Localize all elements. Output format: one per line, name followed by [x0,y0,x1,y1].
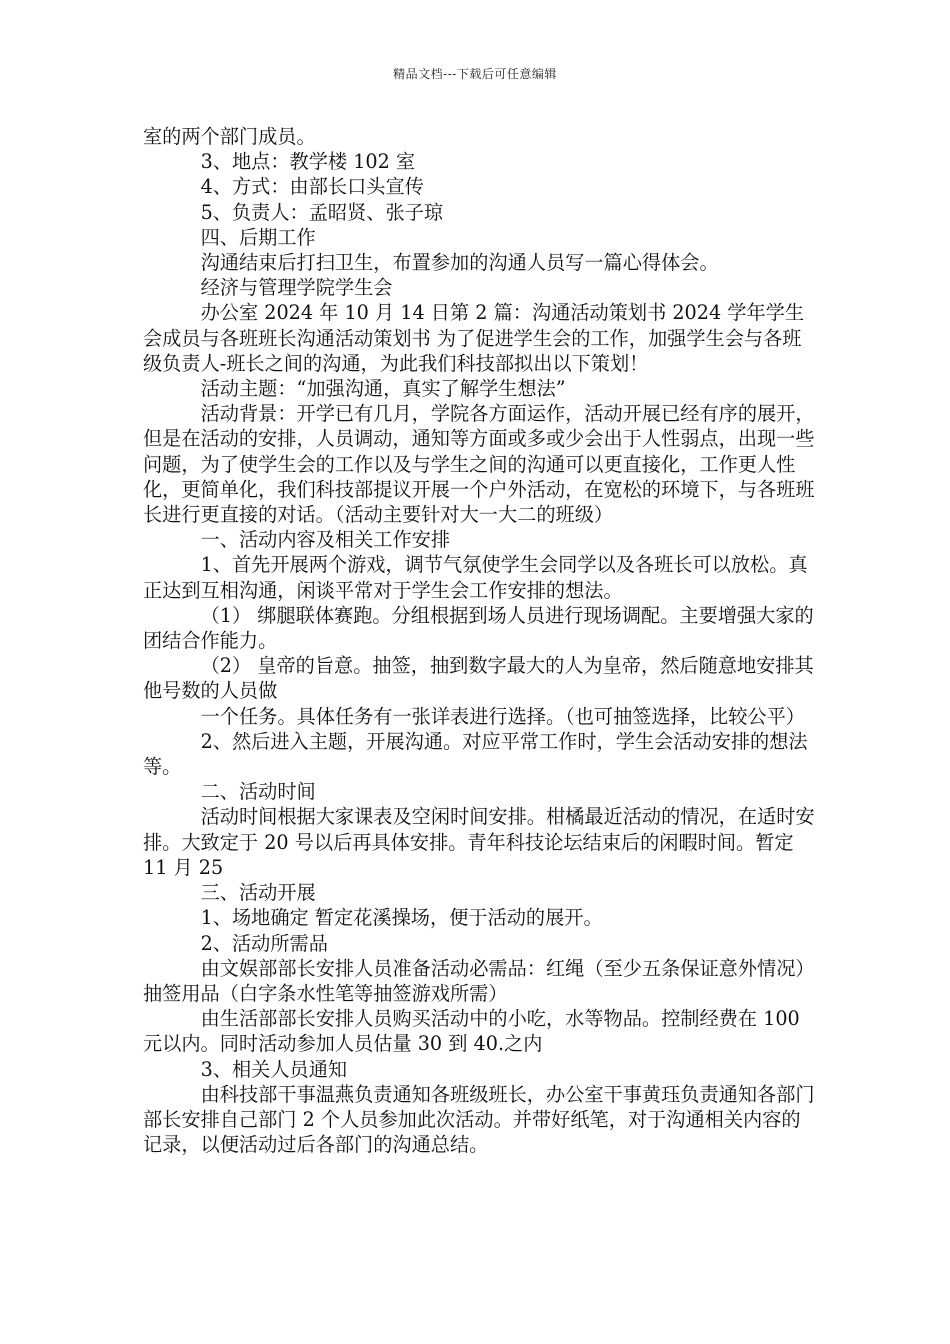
section-heading: 一、活动内容及相关工作安排 [200,528,451,552]
paragraph: 5、负责人：孟昭贤、张子琼 [200,200,444,224]
paragraph: 4、方式：由部长口头宣传 [200,175,424,199]
paragraph: 室的两个部门成员。 [143,125,316,148]
paragraph: 2、然后进入主题，开展沟通。对应平常工作时，学生会活动安排的想法等。 [143,729,808,779]
document-body [143,124,815,1157]
paragraph: 由生活部部长安排人员购买活动中的小吃，水等物品。控制经费在 100 元以内。同时活动参加人员估量 30 到 40.之内 [143,1007,800,1056]
paragraph: 沟通结束后打扫卫生，布置参加的沟通人员写一篇心得体会。 [200,251,719,275]
paragraph: （2） 皇帝的旨意。抽签，抽到数字最大的人为皇帝，然后随意地安排其他号数的人员做 [143,654,814,703]
section-heading: 四、后期工作 [200,225,316,249]
paragraph: 1、首先开展两个游戏，调节气氛使学生会同学以及各班长可以放松。真正达到互相沟通，闲谈平常对于学生会工作安排的想法。 [143,553,808,602]
page-header-note: 精品文档---下载后可任意编辑 [393,67,557,81]
paragraph: 活动时间根据大家课表及空闲时间安排。柑橘最近活动的情况，在适时安排。大致定于 20 号以后再具体安排。青年科技论坛结束后的闲暇时间。暂定 11 月 25 [143,805,815,879]
paragraph: 3、相关人员通知 [200,1057,348,1081]
paragraph: 1、场地确定 暂定花溪操场，便于活动的展开。 [200,906,603,930]
paragraph: （1） 绑腿联体赛跑。分组根据到场人员进行现场调配。主要增强大家的团结合作能力。 [143,603,814,653]
paragraph: 一个任务。具体任务有一张详表进行选择。（也可抽签选择，比较公平） [200,704,805,728]
paragraph: 2、活动所需品 [200,931,328,955]
paragraph: 活动主题：“加强沟通，真实了解学生想法” [200,377,566,401]
paragraph: 由文娱部部长安排人员准备活动必需品：红绳（至少五条保证意外情况）抽签用品（白字条水性笔等抽签游戏所需） [143,956,815,1005]
paragraph: 办公室 2024 年 10 月 14 日第 2 篇：沟通活动策划书 2024 学年学生会成员与各班班长沟通活动策划书 为了促进学生会的工作，加强学生会与各班级负责人-班长之间的沟通，为此我们科技部拟出以下策划！ [143,301,805,375]
paragraph: 由科技部干事温燕负责通知各班级班长，办公室干事黄珏负责通知各部门部长安排自己部门 2 个人员参加此次活动。并带好纸笔，对于沟通相关内容的记录，以便活动过后各部门的沟通总结。 [143,1082,815,1157]
signature-org: 经济与管理学院学生会 [200,276,393,300]
paragraph: 3、地点：教学楼 102 室 [200,150,416,174]
section-heading: 三、活动开展 [200,881,316,905]
section-heading: 二、活动时间 [200,780,316,804]
paragraph: 活动背景：开学已有几月，学院各方面运作，活动开展已经有序的展开，但是在活动的安排，人员调动，通知等方面或多或少会出于人性弱点，出现一些问题，为了使学生会的工作以及与学生之间的沟通可以更直接化，工作更人性化，更简单化，我们科技部提议开展一个户外活动，在宽松的环境下，与各班班长进行更直接的对话。（活动主要针对大一大二的班级） [143,402,815,527]
